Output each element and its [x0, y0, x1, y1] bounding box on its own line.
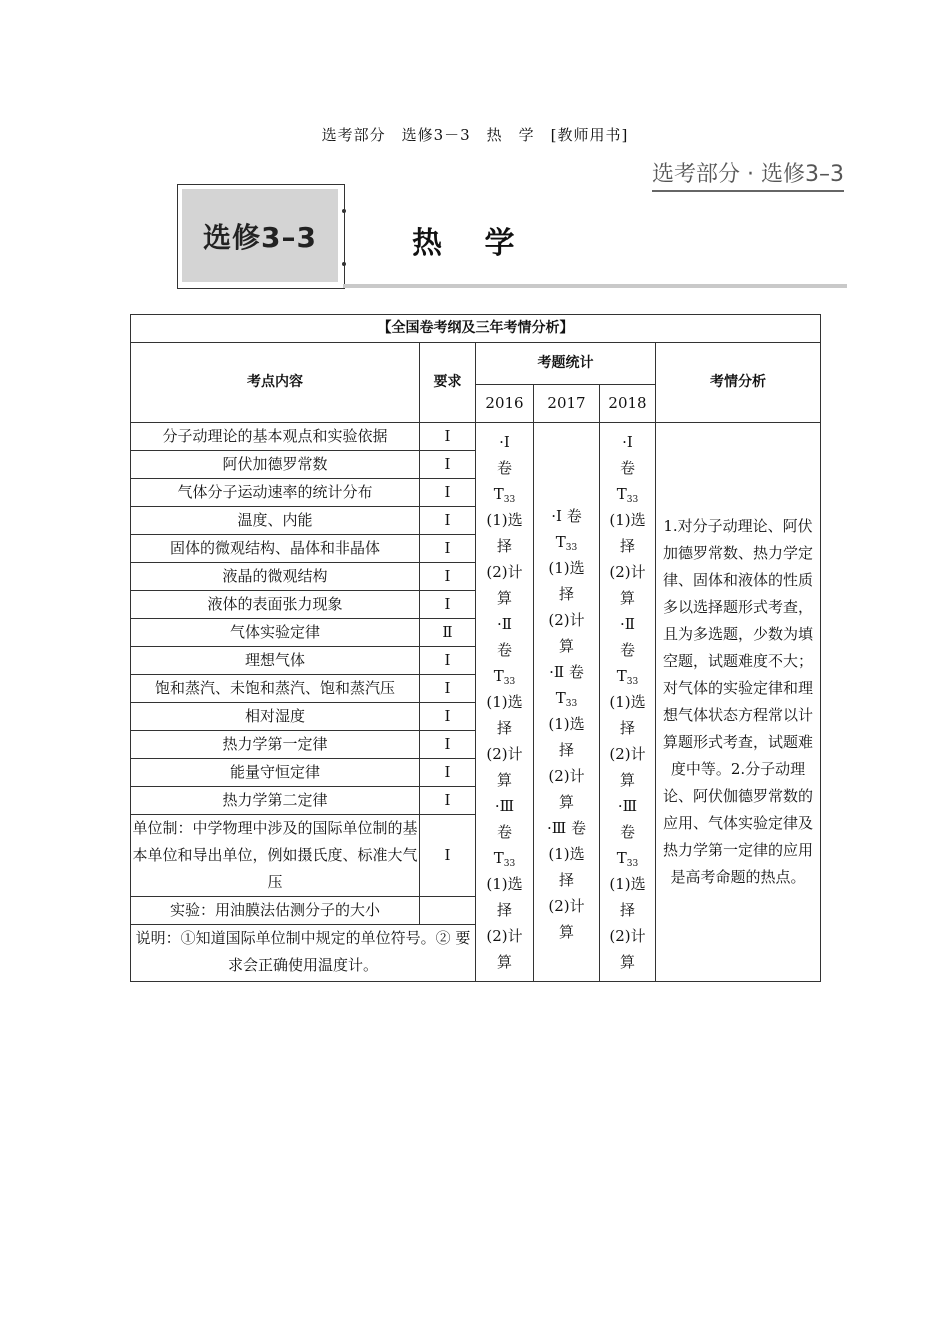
stats-line: 卷: [619, 641, 635, 659]
chapter-label-box: [177, 184, 345, 289]
stats-line: 择: [496, 901, 512, 919]
stats-line: (1)选: [548, 715, 585, 733]
stats-line: 算: [558, 923, 574, 941]
stats-line: 择: [558, 585, 574, 603]
stats-line: ·Ⅰ: [622, 433, 633, 451]
stats-line: ·Ⅲ: [617, 797, 638, 815]
running-head: 选考部分 选修3－3 热 学 [教师用书]: [321, 126, 629, 144]
stats-line: 算: [619, 953, 635, 971]
topic-cell: 气体实验定律: [131, 619, 420, 647]
topic-cell: 液晶的微观结构: [131, 563, 420, 591]
stats-line: ·Ⅱ: [620, 615, 635, 633]
stats-line: (1)选: [609, 511, 646, 529]
stats-line: $T_{33}$: [616, 485, 639, 505]
topic-cell: 热力学第一定律: [131, 731, 420, 759]
stats-line: (1)选: [486, 511, 523, 529]
box-corner-dot-top: [342, 209, 346, 213]
req-cell: Ⅰ: [420, 591, 476, 619]
box-corner-dot-bottom: [342, 262, 346, 266]
req-cell: Ⅰ: [420, 479, 476, 507]
corner-section-title: 选考部分 · 选修3–3: [652, 157, 844, 192]
topic-cell: 相对湿度: [131, 703, 420, 731]
stats-line: (2)计: [548, 897, 585, 915]
topic-cell: 分子动理论的基本观点和实验依据: [131, 423, 420, 451]
topic-cell: 气体分子运动速率的统计分布: [131, 479, 420, 507]
header-topic: 考点内容: [131, 343, 420, 423]
stats-line: 算: [496, 771, 512, 789]
experiment-topic-cell: 实验：用油膜法估测分子的大小: [131, 897, 420, 925]
stats-line: (1)选: [486, 875, 523, 893]
stats-line: $T_{33}$: [493, 849, 516, 869]
stats-line: 算: [619, 589, 635, 607]
req-cell: Ⅰ: [420, 675, 476, 703]
stats-line: ·Ⅰ: [499, 433, 510, 451]
stats-line: (2)计: [548, 767, 585, 785]
stats-line: $T_{33}$: [616, 667, 639, 687]
stats-line: (2)计: [486, 927, 523, 945]
chapter-rule: [343, 284, 847, 288]
stats-line: ·Ⅱ: [497, 615, 512, 633]
stats-line: 算: [496, 589, 512, 607]
req-cell: Ⅰ: [420, 563, 476, 591]
topic-cell: 固体的微观结构、晶体和非晶体: [131, 535, 420, 563]
topic-cell: 液体的表面张力现象: [131, 591, 420, 619]
note-cell: 说明：①知道国际单位制中规定的单位符号。② 要求会正确使用温度计。: [131, 925, 476, 982]
stats-line: ·Ⅲ 卷: [546, 819, 586, 837]
header-year-2016: 2016: [476, 385, 534, 423]
stats-line: 卷: [619, 459, 635, 477]
req-cell: Ⅰ: [420, 451, 476, 479]
stats-line: (1)选: [486, 693, 523, 711]
stats-line: ·Ⅲ: [494, 797, 515, 815]
stats-line: 卷: [496, 823, 512, 841]
stats-line: 卷: [619, 823, 635, 841]
req-cell: Ⅰ: [420, 703, 476, 731]
stats-line: (2)计: [609, 745, 646, 763]
req-cell: Ⅰ: [420, 647, 476, 675]
req-cell: Ⅰ: [420, 759, 476, 787]
req-cell: Ⅰ: [420, 731, 476, 759]
stats-line: (2)计: [486, 563, 523, 581]
stats-line: 择: [496, 719, 512, 737]
stats-line: 择: [619, 537, 635, 555]
stats-line: (1)选: [548, 845, 585, 863]
stats-line: (2)计: [548, 611, 585, 629]
topic-cell: 热力学第二定律: [131, 787, 420, 815]
stats-line: $T_{33}$: [555, 533, 578, 553]
units-topic-cell: 单位制：中学物理中涉及的国际单位制的基本单位和导出单位，例如摄氏度、标准大气压: [131, 815, 420, 897]
header-stats: 考题统计: [476, 343, 656, 385]
stats-line: 择: [619, 901, 635, 919]
table-caption: 【全国卷考纲及三年考情分析】: [131, 315, 821, 343]
topic-cell: 能量守恒定律: [131, 759, 420, 787]
experiment-req-cell: [420, 897, 476, 925]
req-cell: Ⅰ: [420, 787, 476, 815]
header-year-2018: 2018: [600, 385, 656, 423]
header-requirement: 要求: [420, 343, 476, 423]
req-cell: Ⅰ: [420, 423, 476, 451]
stats-line: 择: [619, 719, 635, 737]
stats-line: 择: [558, 871, 574, 889]
stats-line: $T_{33}$: [493, 485, 516, 505]
stats-line: 算: [558, 793, 574, 811]
units-req-cell: Ⅰ: [420, 815, 476, 897]
stats-line: 择: [558, 741, 574, 759]
topic-cell: 饱和蒸汽、未饱和蒸汽、饱和蒸汽压: [131, 675, 420, 703]
req-cell: Ⅱ: [420, 619, 476, 647]
stats-line: $T_{33}$: [493, 667, 516, 687]
stats-2016: [476, 423, 534, 982]
stats-line: 算: [496, 953, 512, 971]
topic-cell: 阿伏加德罗常数: [131, 451, 420, 479]
topic-cell: 理想气体: [131, 647, 420, 675]
stats-line: (2)计: [486, 745, 523, 763]
stats-line: 算: [558, 637, 574, 655]
stats-line: (1)选: [609, 693, 646, 711]
analysis-cell: 1.对分子动理论、阿伏加德罗常数、热力学定律、固体和液体的性质多以选择题形式考查，且为多选题，少数为填空题，试题难度不大；对气体的实验定律和理想气体状态方程常以计算题形式考查，试题难度中等。2.分子动理论、阿伏伽德罗常数的应用、气体实验定律及热力学第一定律的应用是高考命题的热点。: [656, 423, 821, 982]
stats-2017: [534, 423, 600, 982]
stats-2018: [600, 423, 656, 982]
stats-line: 择: [496, 537, 512, 555]
stats-line: ·Ⅱ 卷: [549, 663, 584, 681]
stats-line: 卷: [496, 459, 512, 477]
stats-line: 算: [619, 771, 635, 789]
req-cell: Ⅰ: [420, 535, 476, 563]
header-year-2017: 2017: [534, 385, 600, 423]
chapter-name: 热 学: [412, 226, 531, 261]
chapter-label: 选修3–3: [182, 189, 338, 282]
stats-line: (1)选: [548, 559, 585, 577]
header-analysis: 考情分析: [656, 343, 821, 423]
stats-line: $T_{33}$: [555, 689, 578, 709]
stats-line: (2)计: [609, 927, 646, 945]
exam-outline-table: [130, 314, 821, 982]
stats-line: 卷: [496, 641, 512, 659]
topic-cell: 温度、内能: [131, 507, 420, 535]
req-cell: Ⅰ: [420, 507, 476, 535]
stats-line: (1)选: [609, 875, 646, 893]
stats-line: $T_{33}$: [616, 849, 639, 869]
stats-line: (2)计: [609, 563, 646, 581]
stats-line: ·Ⅰ 卷: [551, 507, 582, 525]
